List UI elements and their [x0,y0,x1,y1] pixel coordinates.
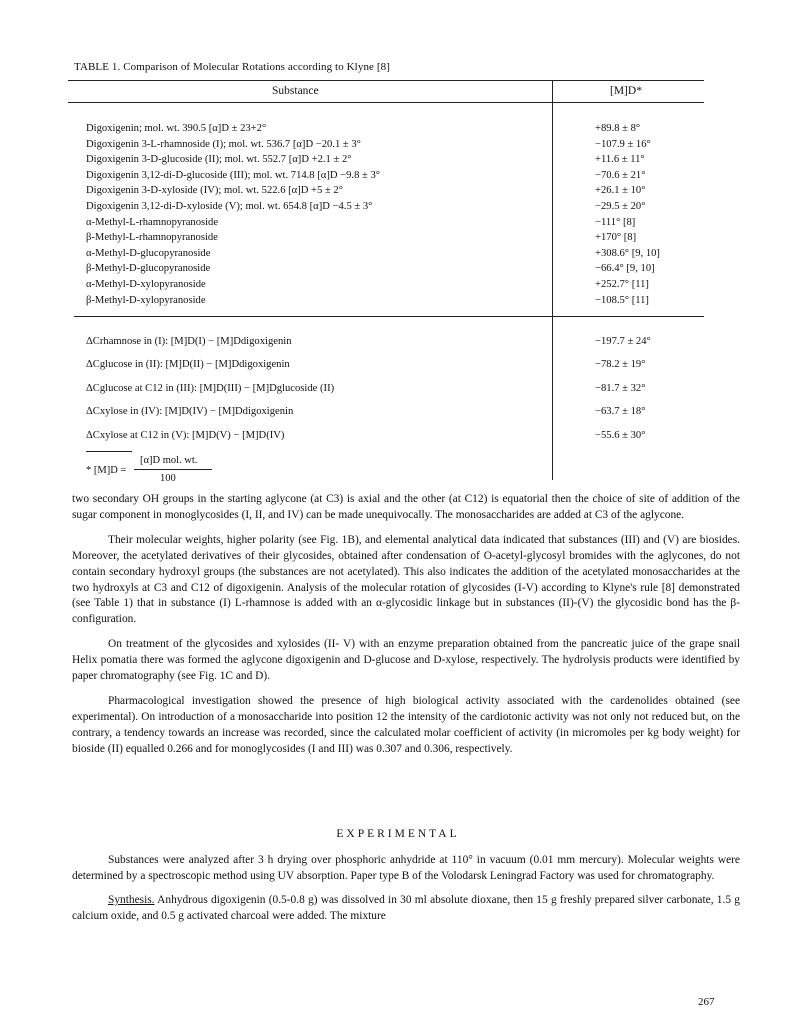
table-row-value: −107.9 ± 16° [595,138,651,150]
section-heading: EXPERIMENTAL [336,828,460,840]
footnote-denominator: 100 [160,473,176,484]
table-row-substance: Digoxigenin 3-D-glucoside (II); mol. wt. 552.7 [α]D +2.1 ± 2° [86,154,352,166]
table-substance-column [86,121,556,308]
table-row-value: +26.1 ± 10° [595,185,646,197]
table-value-column [595,121,735,308]
table-row-value: −29.5 ± 20° [595,200,646,212]
table-caption: TABLE 1. Comparison of Molecular Rotations according to Klyne [8] [74,61,390,73]
table-row-value: +11.6 ± 11° [595,154,645,166]
table-row-substance: Digoxigenin; mol. wt. 390.5 [α]D ± 23+2° [86,123,267,134]
table-row-value: +308.6° [9, 10] [595,247,660,259]
table-row-substance: α-Methyl-L-rhamnopyranoside [86,216,219,228]
paragraph [72,893,740,925]
paragraph: Pharmacological investigation showed the presence of high biological activity associated with the cardenolides obtained (see experimental). On introduction of a monosaccharide into position 12 the intensity of the cardiotonic activity was not only not reduced but, on the contrary, a tendency towards an increase was recorded, since the calculated molar coefficient of activity (in micromoles per kg body weight) for bioside (II) equalled 0.266 and for monoglycosides (I and III) was 0.307 and 0.306, respectively. [72,694,740,755]
table-delta-row-substance: ΔCglucose at C12 in (III): [M]D(III) − [M]Dglucoside (II) [86,382,335,394]
table-delta-row-value: −197.7 ± 24° [595,336,651,347]
fraction-bar [134,469,212,470]
table-header-rule [68,102,704,103]
table-row-substance: β-Methyl-D-xylopyranoside [86,294,206,306]
table-row-substance: Digoxigenin 3-L-rhamnoside (I); mol. wt. 536.7 [α]D −20.1 ± 3° [86,138,361,150]
footnote-lhs: * [M]D = [86,465,127,476]
page-number: 267 [698,996,715,1008]
table-row-substance: β-Methyl-L-rhamnopyranoside [86,232,218,244]
paragraph: two secondary OH groups in the starting aglycone (at C3) is axial and the other (at C12) is equatorial then the choice of site of addition of the sugar component in monoglycosides (I, II, and IV) can be made unequivocally. The monosaccharides are added at C3 of the aglycone. [72,493,740,521]
table-row-substance: β-Methyl-D-glucopyranoside [86,263,211,275]
table-footnote [86,455,286,487]
synthesis-text: Anhydrous digoxigenin (0.5-0.8 g) was dissolved in 30 ml absolute dioxane, then 15 g freshly prepared silver carbonate, 1.5 g calcium oxide, and 0.5 g activated charcoal were added. The mixture [72,893,740,922]
table-row-value: −66.4° [9, 10] [595,263,655,275]
column-header-substance: Substance [272,85,319,97]
table-delta-row-value: −63.7 ± 18° [595,406,646,418]
footnote-numerator: [α]D mol. wt. [140,455,198,466]
paragraph: Substances were analyzed after 3 h drying over phosphoric anhydride at 110° in vacuum (0.01 mm mercury). Molecular weights were determined by a spectroscopic method using UV absorption. Paper type B of the Volodarsk Leningrad Factory was used for chromatography. [72,854,740,882]
table-row-value: +89.8 ± 8° [595,123,641,134]
table-row-value: −70.6 ± 21° [595,169,646,181]
synthesis-label: Synthesis. [108,893,155,906]
body-text [72,492,740,758]
table-top-rule [68,80,704,81]
footnote-rule [86,451,132,452]
table-delta-row-substance: ΔCxylose at C12 in (V): [M]D(V) − [M]D(IV) [86,429,285,441]
table-row-substance: Digoxigenin 3-D-xyloside (IV); mol. wt. 522.6 [α]D +5 ± 2° [86,185,343,197]
table-delta-row-substance: ΔCglucose in (II): [M]D(II) − [M]Ddigoxigenin [86,359,290,371]
table-delta-row-value: −78.2 ± 19° [595,359,646,371]
table-delta-row-substance: ΔCrhamnose in (I): [M]D(I) − [M]Ddigoxigenin [86,336,292,347]
table-delta-row-value: −55.6 ± 30° [595,429,646,441]
paragraph: On treatment of the glycosides and xylosides (II- V) with an enzyme preparation obtained from the pancreatic juice of the grape snail Helix pomatia there was formed the aglycone digoxigenin and D-glucose and D-xylose, respectively. The hydrolysis products were identified by paper chromatography (see Fig. 1C and D). [72,638,740,683]
table-delta-row-value: −81.7 ± 32° [595,382,646,394]
paragraph: Their molecular weights, higher polarity (see Fig. 1B), and elemental analytical data indicated that substances (III) and (V) are biosides. Moreover, the acetylated derivatives of their glycosides, obtained after condensation of O-acetyl-glycosyl bromides with the aglycones, do not contain secondary hydroxyl groups (the substances are not acetylated). This also indicates the addition of the acetylated monosaccharides at the two hydroxyls at C3 and C12 of digoxigenin. Analysis of the molecular rotation of glycosides (I-V) according to Klyne's rule [8] demonstrated (see Table 1) that in substance (I) L-rhamnose is added with an α-glycosidic linkage but in substances (II)-(V) the glycosidic bond has the β-configuration. [72,533,740,626]
table-row-value: +252.7° [11] [595,278,649,290]
table-row-substance: Digoxigenin 3,12-di-D-xyloside (V); mol. wt. 654.8 [α]D −4.5 ± 3° [86,200,373,212]
table-row-substance: Digoxigenin 3,12-di-D-glucoside (III); mol. wt. 714.8 [α]D −9.8 ± 3° [86,169,381,181]
table-delta-substance-column [86,330,556,447]
table-row-substance: α-Methyl-D-xylopyranoside [86,278,206,290]
experimental-text [72,853,740,925]
table-row-value: −108.5° [11] [595,294,649,306]
table-delta-row-substance: ΔCxylose in (IV): [M]D(IV) − [M]Ddigoxigenin [86,406,294,418]
table-mid-rule [74,316,704,317]
table-delta-value-column [595,330,735,447]
table-row-value: +170° [8] [595,232,637,244]
table-row-substance: α-Methyl-D-glucopyranoside [86,247,211,259]
table-row-value: −111° [8] [595,216,636,228]
column-header-rotation: [M]D* [610,85,642,97]
